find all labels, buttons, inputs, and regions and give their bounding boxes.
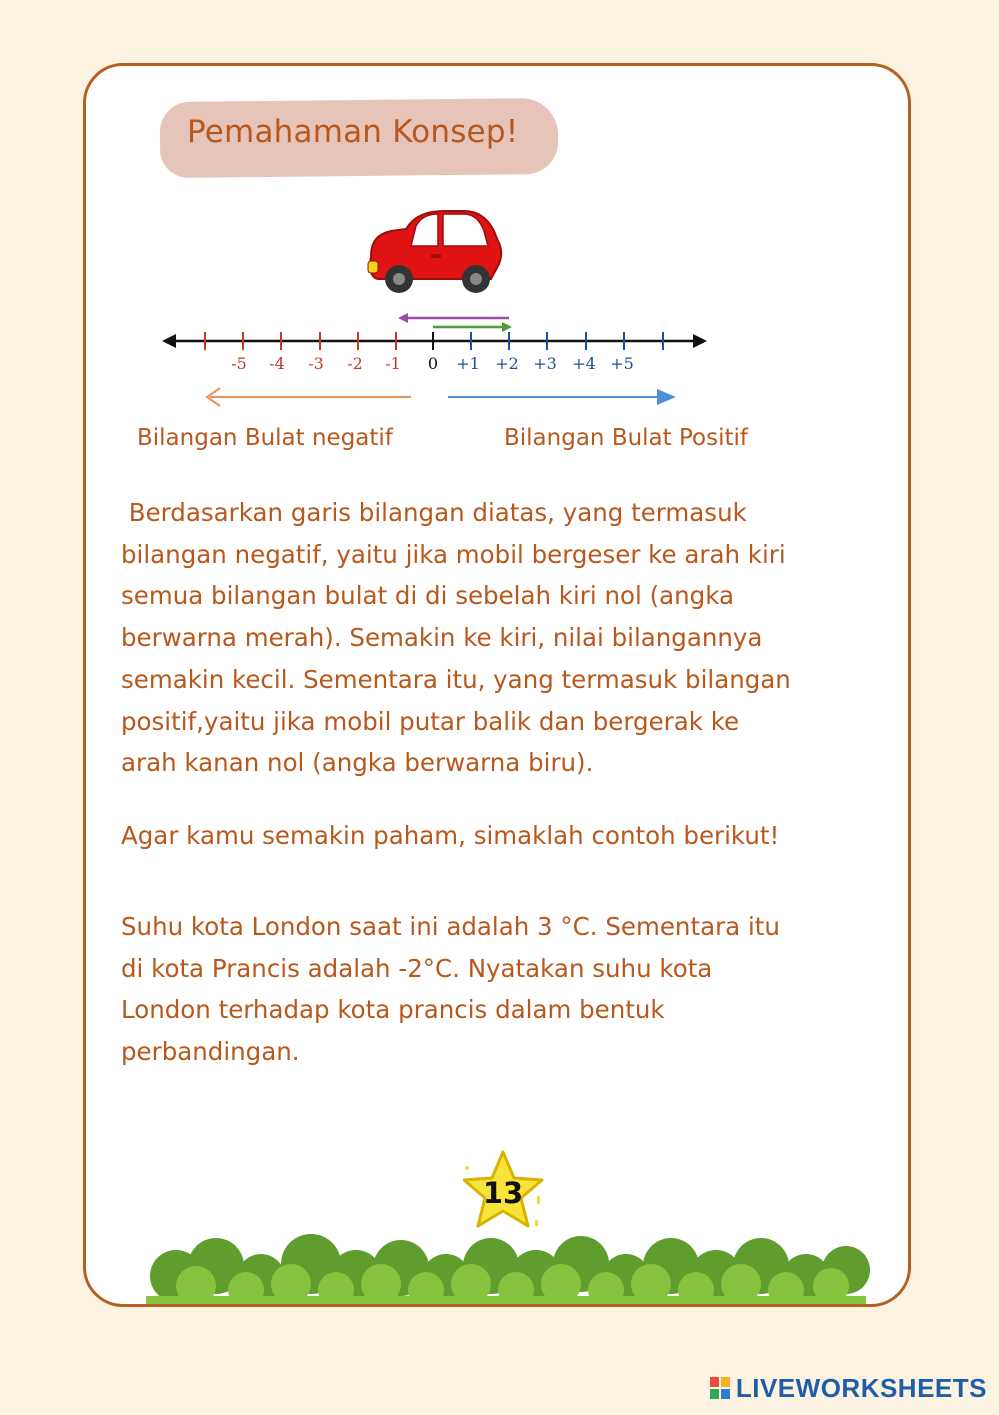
negative-direction-arrow [207,388,411,406]
tick-label-pos4: +4 [572,354,596,373]
paragraph-line: arah kanan nol (angka berwarna biru). [121,748,594,778]
bushes-decoration [86,1234,908,1304]
example-problem [121,906,841,1073]
page-number: 13 [482,1176,524,1210]
paragraph-line: semua bilangan bulat di di sebelah kiri nol (angka [121,581,735,611]
label-positive-integers: Bilangan Bulat Positif [504,425,748,451]
paragraph-line: Suhu kota London saat ini adalah 3 °C. Sementara itu [121,912,780,941]
tick-label-pos2: +2 [495,354,519,373]
paragraph-line: berwarna merah). Semakin ke kiri, nilai bilangannya [121,623,763,653]
tick-label-neg4: -4 [269,354,285,373]
page-title: Pemahaman Konsep! [187,114,519,150]
explanation-paragraph [121,492,841,784]
green-arrow [433,322,512,332]
number-line-illustration [86,66,911,426]
tick-label-neg5: -5 [231,354,247,373]
tick-label-pos5: +5 [610,354,634,373]
label-negative-integers: Bilangan Bulat negatif [137,425,393,451]
paragraph-line: Berdasarkan garis bilangan diatas, yang termasuk [121,498,747,527]
number-line-labels [231,354,634,373]
instruction-line: Agar kamu semakin paham, simaklah contoh berikut! [121,821,780,850]
car-icon [368,211,501,293]
paragraph-line: positif,yaitu jika mobil putar balik dan bergerak ke [121,706,740,736]
paragraph-line: London terhadap kota prancis dalam bentuk [121,995,665,1025]
paragraph-line: di kota Prancis adalah -2°C. Nyatakan suhu kota [121,953,713,983]
brand-name: LIVEWORKSHEETS [735,1372,987,1403]
paragraph-line: perbandingan. [121,1037,300,1067]
purple-arrow [398,313,509,323]
liveworksheets-logo-icon [710,1377,730,1399]
tick-label-neg1: -1 [385,354,401,373]
worksheet-card [83,63,911,1307]
positive-direction-arrow [448,389,676,405]
tick-label-neg2: -2 [347,354,363,373]
tick-label-neg3: -3 [308,354,324,373]
paragraph-line: semakin kecil. Sementara itu, yang termasuk bilangan [121,664,791,694]
paragraph-line: bilangan negatif, yaitu jika mobil bergeser ke arah kiri [121,539,786,569]
page-number-badge [463,1150,553,1235]
tick-label-zero: 0 [427,354,439,373]
tick-label-pos3: +3 [533,354,557,373]
liveworksheets-brand [710,1373,987,1403]
tick-label-pos1: +1 [456,354,480,373]
